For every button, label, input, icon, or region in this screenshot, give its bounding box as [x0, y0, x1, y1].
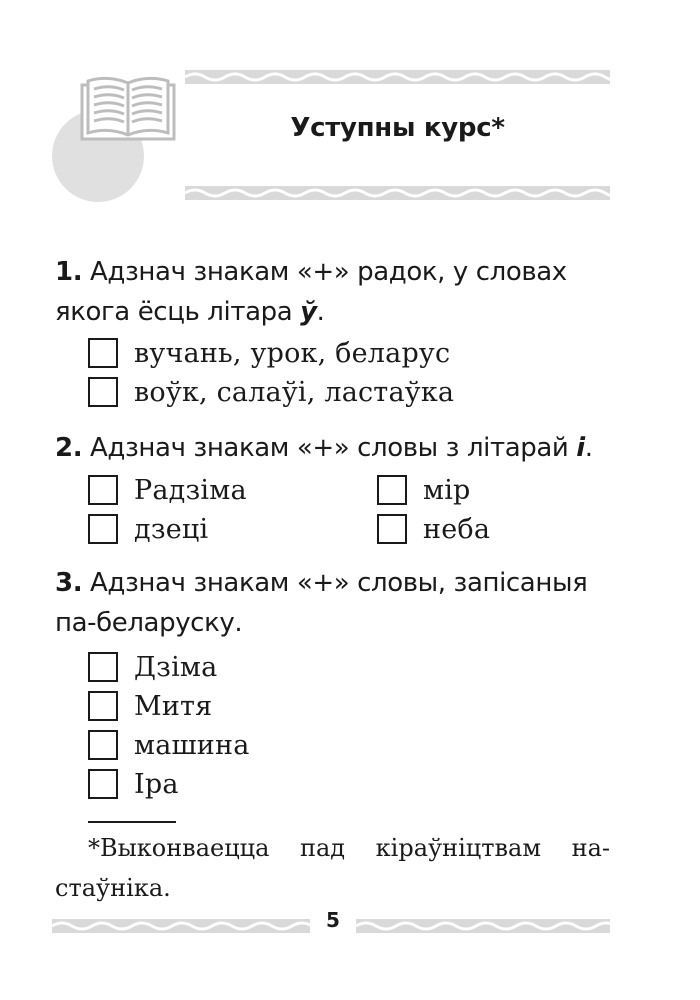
option-label: Іра: [134, 768, 179, 800]
answer-checkbox[interactable]: [88, 691, 118, 721]
question-2-line-1: 2. Адзнач знакам «+» словы з літарай і.: [55, 433, 593, 463]
answer-checkbox[interactable]: [88, 730, 118, 760]
question-3-line-1: 3. Адзнач знакам «+» словы, запісаныя: [55, 568, 588, 598]
answer-checkbox[interactable]: [88, 475, 118, 505]
answer-option: [88, 373, 454, 411]
option-label: Митя: [134, 690, 213, 722]
answer-checkbox[interactable]: [88, 338, 118, 368]
question-1-line-1: 1. Адзнач знакам «+» радок, у словах: [55, 257, 567, 287]
top-wave-border: [185, 70, 610, 84]
question-1-line-2: якога ёсць літара ў.: [55, 297, 325, 327]
question-number: 2.: [55, 433, 83, 463]
question-number: 1.: [55, 257, 83, 287]
option-label: воўк, салаўі, ластаўка: [134, 376, 455, 408]
option-label: Дзіма: [134, 651, 218, 683]
option-label: мір: [423, 474, 471, 506]
footnote-divider: [88, 821, 176, 823]
book-icon: [80, 75, 176, 147]
question-number: 3.: [55, 568, 83, 598]
option-label: машина: [134, 729, 250, 761]
page-number: 5: [326, 908, 340, 932]
answer-option: [88, 334, 450, 372]
option-label: Радзіма: [134, 474, 247, 506]
footer-wave-right: [356, 919, 610, 933]
question-3-line-2: па-беларуску.: [55, 608, 243, 638]
question-2: [55, 428, 615, 468]
answer-option: [377, 510, 490, 548]
answer-checkbox[interactable]: [88, 652, 118, 682]
highlighted-letter: і: [576, 433, 585, 463]
answer-option: [88, 726, 250, 764]
footer-wave-left: [52, 919, 310, 933]
answer-option: [88, 687, 212, 725]
question-3: [55, 563, 615, 643]
page-title: Уступны курс*: [290, 113, 505, 143]
answer-checkbox[interactable]: [88, 377, 118, 407]
answer-checkbox[interactable]: [88, 769, 118, 799]
answer-checkbox[interactable]: [377, 475, 407, 505]
option-label: неба: [423, 513, 491, 545]
footnote: *Выконваецца пад кіраўніцтвам на-стаўніка.: [55, 834, 610, 902]
option-label: дзеці: [134, 513, 209, 545]
answer-option: [88, 510, 208, 548]
question-1: [55, 252, 615, 332]
answer-option: [88, 471, 247, 509]
answer-option: [88, 648, 217, 686]
highlighted-letter: ў: [300, 297, 317, 327]
answer-option: [377, 471, 471, 509]
answer-option: [88, 765, 179, 803]
answer-checkbox[interactable]: [377, 514, 407, 544]
header-bottom-wave-border: [185, 186, 610, 200]
answer-checkbox[interactable]: [88, 514, 118, 544]
option-label: вучань, урок, беларус: [134, 337, 451, 369]
